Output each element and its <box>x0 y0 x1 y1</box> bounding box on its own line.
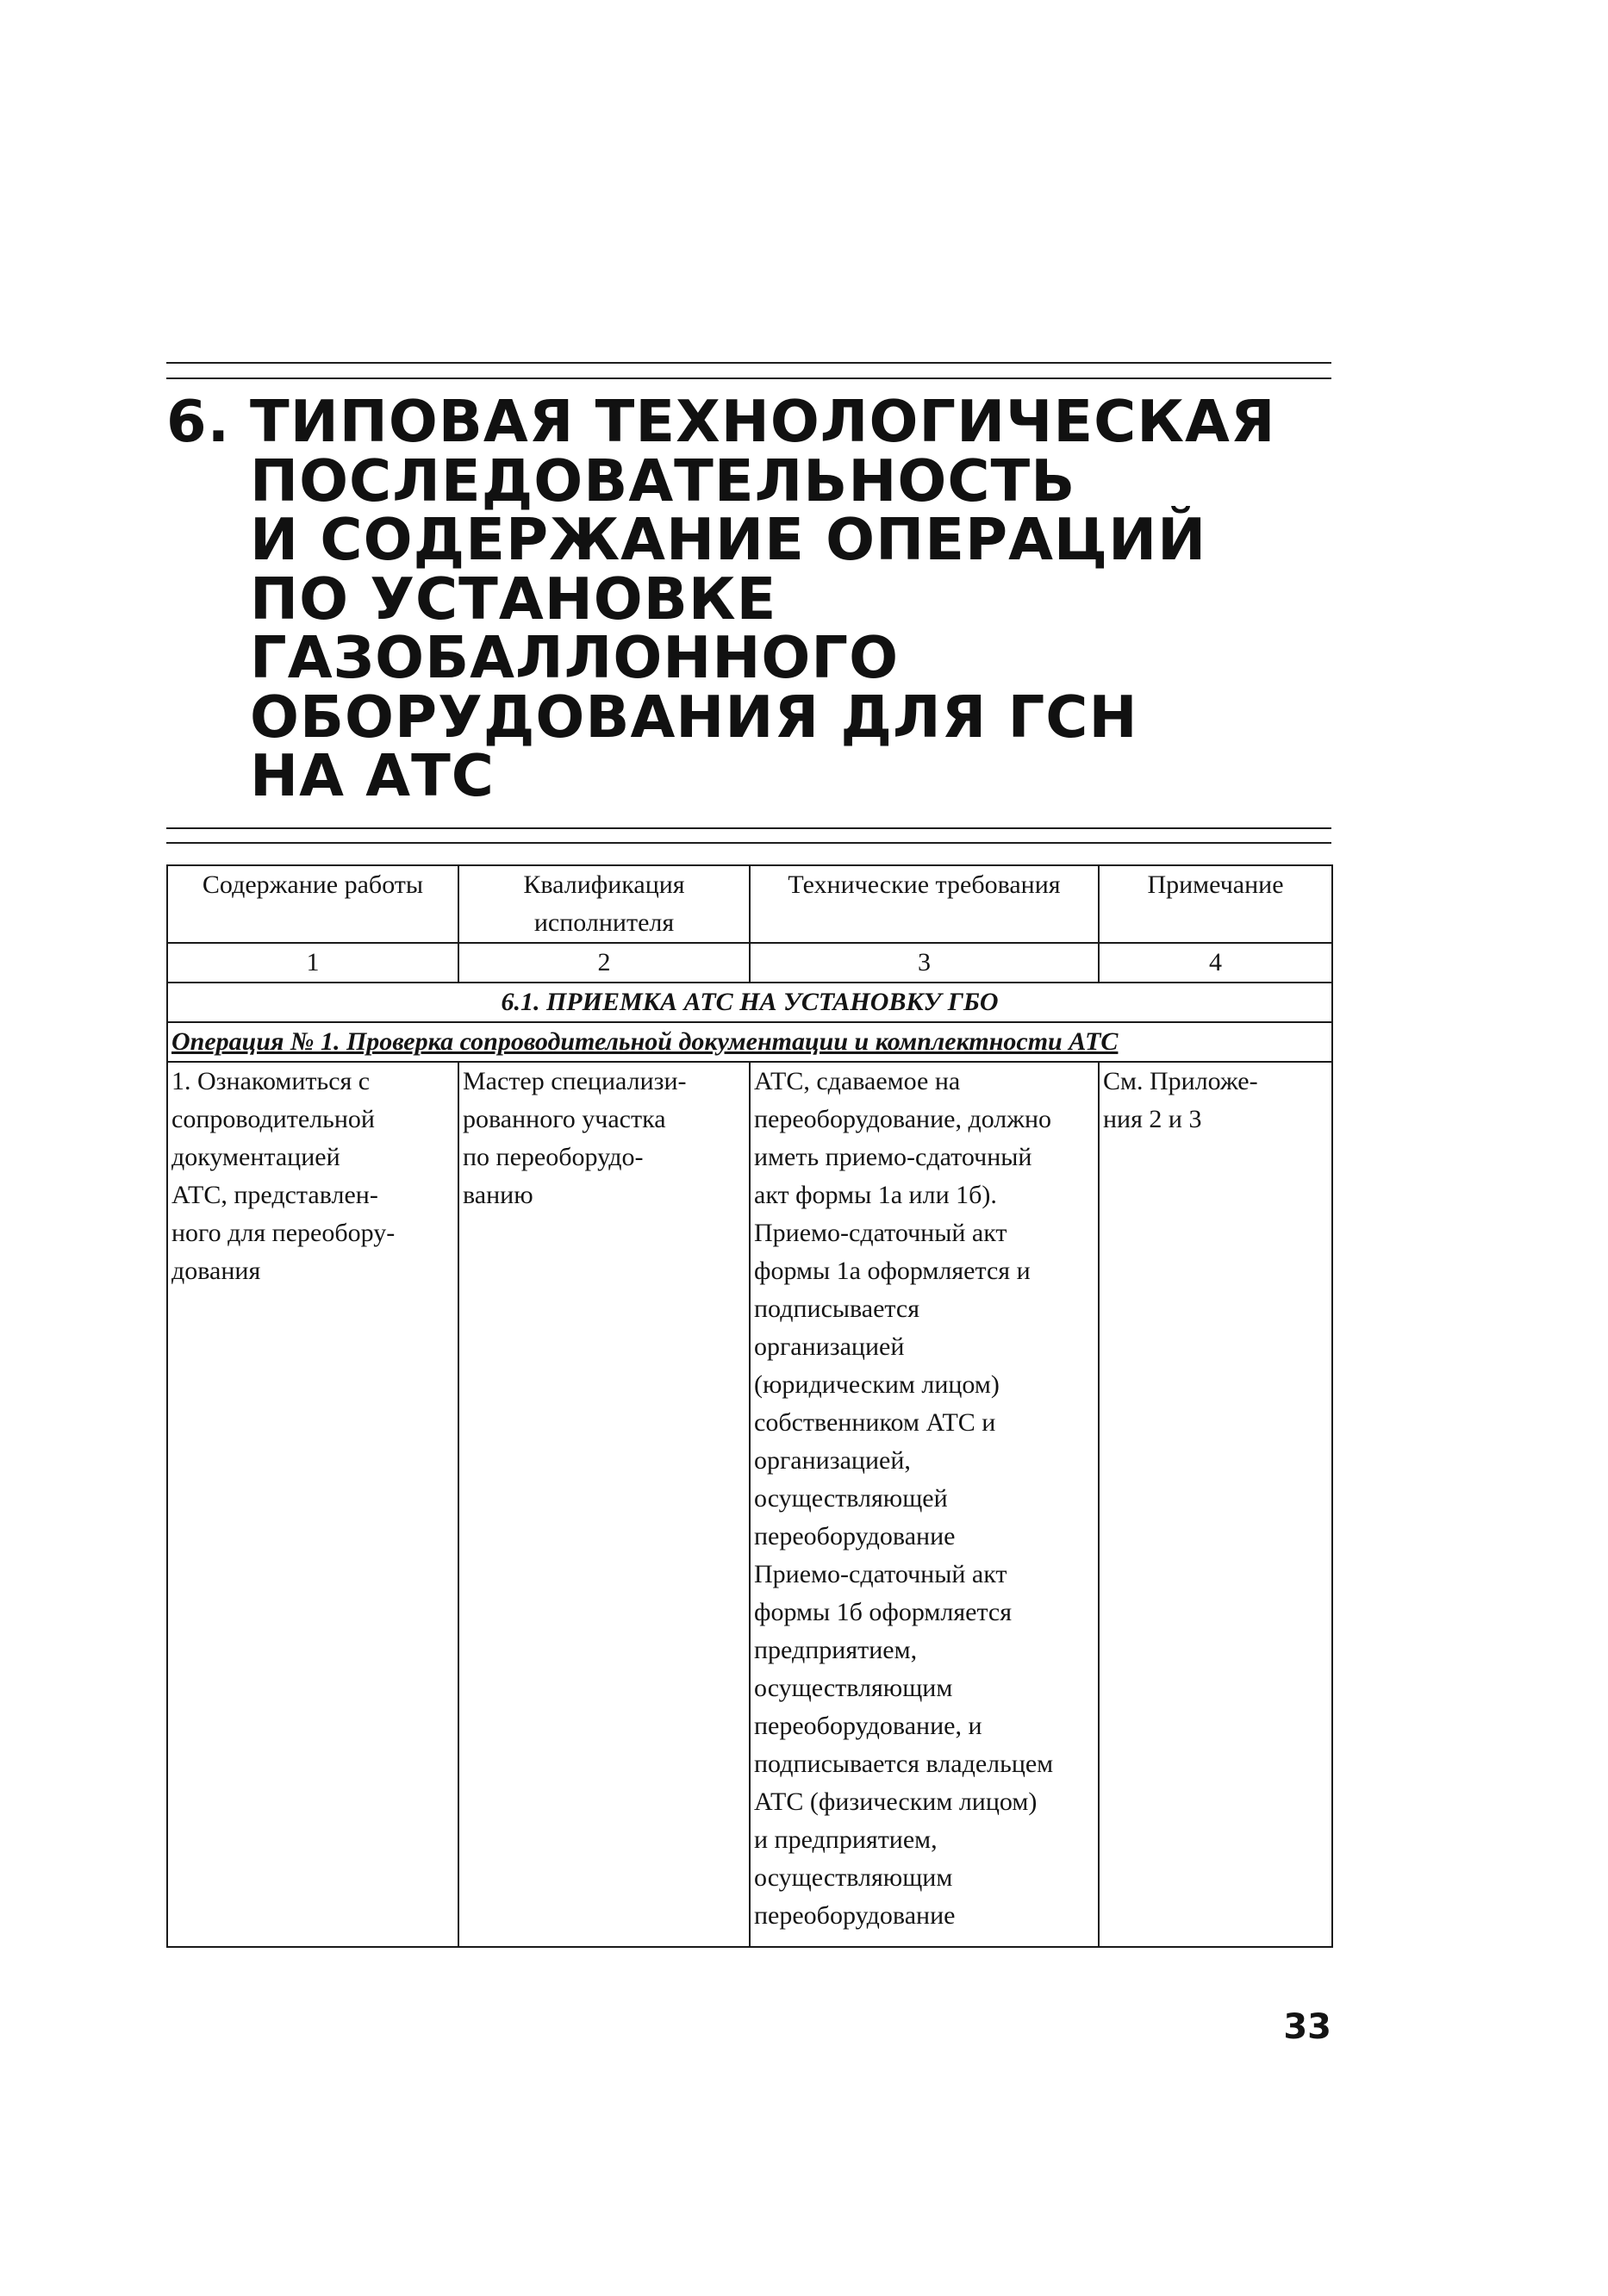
bottom-rule-1 <box>166 827 1331 829</box>
cell-line: (юридическим лицом) <box>754 1370 1000 1399</box>
cell-line: сопроводительной <box>171 1105 375 1133</box>
operation-title: Операция № 1. Проверка сопроводительной документации и комплектности АТС <box>167 1022 1332 1062</box>
cell-line: переоборудование, и <box>754 1712 982 1740</box>
cell-line: АТС, сдаваемое на <box>754 1067 961 1095</box>
cell-line: ванию <box>463 1181 533 1209</box>
column-header-qualification: Квалификация исполнителя <box>458 865 750 943</box>
cell-line: 1. Ознакомиться с <box>171 1067 371 1095</box>
cell-line: подписывается <box>754 1295 920 1323</box>
column-number: 1 <box>167 943 458 983</box>
cell-line: иметь приемо-сдаточный <box>754 1143 1032 1171</box>
cell-line: ния 2 и 3 <box>1103 1105 1202 1133</box>
heading-line-4: ПО УСТАНОВКЕ <box>250 565 777 633</box>
content-cell <box>167 1062 458 1947</box>
cell-line: АТС, представлен- <box>171 1181 378 1209</box>
cell-line: формы 1б оформляется <box>754 1598 1013 1626</box>
heading-number: 6. <box>166 388 231 455</box>
cell-line: Приемо-сдаточный акт <box>754 1560 1007 1588</box>
bottom-rule-2 <box>166 842 1331 844</box>
cell-line: осуществляющим <box>754 1863 953 1892</box>
heading-line-6: ОБОРУДОВАНИЯ ДЛЯ ГСН <box>250 683 1138 751</box>
column-number: 3 <box>750 943 1099 983</box>
column-number: 2 <box>458 943 750 983</box>
cell-line: Приемо-сдаточный акт <box>754 1219 1007 1247</box>
table-row <box>167 1062 1332 1947</box>
cell-line: осуществляющим <box>754 1674 953 1702</box>
cell-line: организацией, <box>754 1446 911 1475</box>
column-number-row <box>167 943 1332 983</box>
operations-table <box>166 864 1333 1948</box>
cell-line: по переоборудо- <box>463 1143 644 1171</box>
column-header-requirements: Технические требования <box>750 865 1099 943</box>
cell-line: рованного участка <box>463 1105 666 1133</box>
requirements-cell <box>750 1062 1099 1947</box>
cell-line: переоборудование, должно <box>754 1105 1052 1133</box>
top-rule-1 <box>166 362 1331 364</box>
heading-line-3: И СОДЕРЖАНИЕ ОПЕРАЦИЙ <box>250 506 1207 573</box>
qualification-cell <box>458 1062 750 1947</box>
cell-line: акт формы 1а или 1б). <box>754 1181 997 1209</box>
cell-line: документацией <box>171 1143 340 1171</box>
note-cell <box>1099 1062 1332 1947</box>
heading-line-5: ГАЗОБАЛЛОННОГО <box>250 624 900 691</box>
cell-line: См. Приложе- <box>1103 1067 1258 1095</box>
heading-line-2: ПОСЛЕДОВАТЕЛЬНОСТЬ <box>250 446 1076 515</box>
cell-line: переоборудование <box>754 1522 956 1550</box>
section-heading <box>166 388 1331 809</box>
operation-row <box>167 1022 1332 1062</box>
section-row <box>167 983 1332 1022</box>
column-header-note: Примечание <box>1099 865 1332 943</box>
cell-line: и предприятием, <box>754 1825 938 1854</box>
column-header-content: Содержание работы <box>167 865 458 943</box>
cell-line: собственником АТС и <box>754 1408 996 1437</box>
cell-line: АТС (физическим лицом) <box>754 1788 1038 1816</box>
table-header-row <box>167 865 1332 943</box>
cell-line: подписывается владельцем <box>754 1750 1054 1778</box>
heading-line-1: 6. ТИПОВАЯ ТЕХНОЛОГИЧЕСКАЯ <box>166 388 1276 455</box>
cell-line: предприятием, <box>754 1636 918 1664</box>
cell-line: формы 1а оформляется и <box>754 1257 1031 1285</box>
cell-line: дования <box>171 1257 261 1285</box>
heading-line-7: НА АТС <box>250 742 495 809</box>
page-number: 33 <box>1283 2007 1331 2047</box>
cell-line: ного для переобору- <box>171 1219 396 1247</box>
top-rule-2 <box>166 377 1331 379</box>
cell-line: Мастер специализи- <box>463 1067 687 1095</box>
cell-line: осуществляющей <box>754 1484 948 1513</box>
cell-line: организацией <box>754 1332 905 1361</box>
cell-line: переоборудование <box>754 1901 956 1930</box>
section-title: 6.1. ПРИЕМКА АТС НА УСТАНОВКУ ГБО <box>167 983 1332 1022</box>
column-number: 4 <box>1099 943 1332 983</box>
